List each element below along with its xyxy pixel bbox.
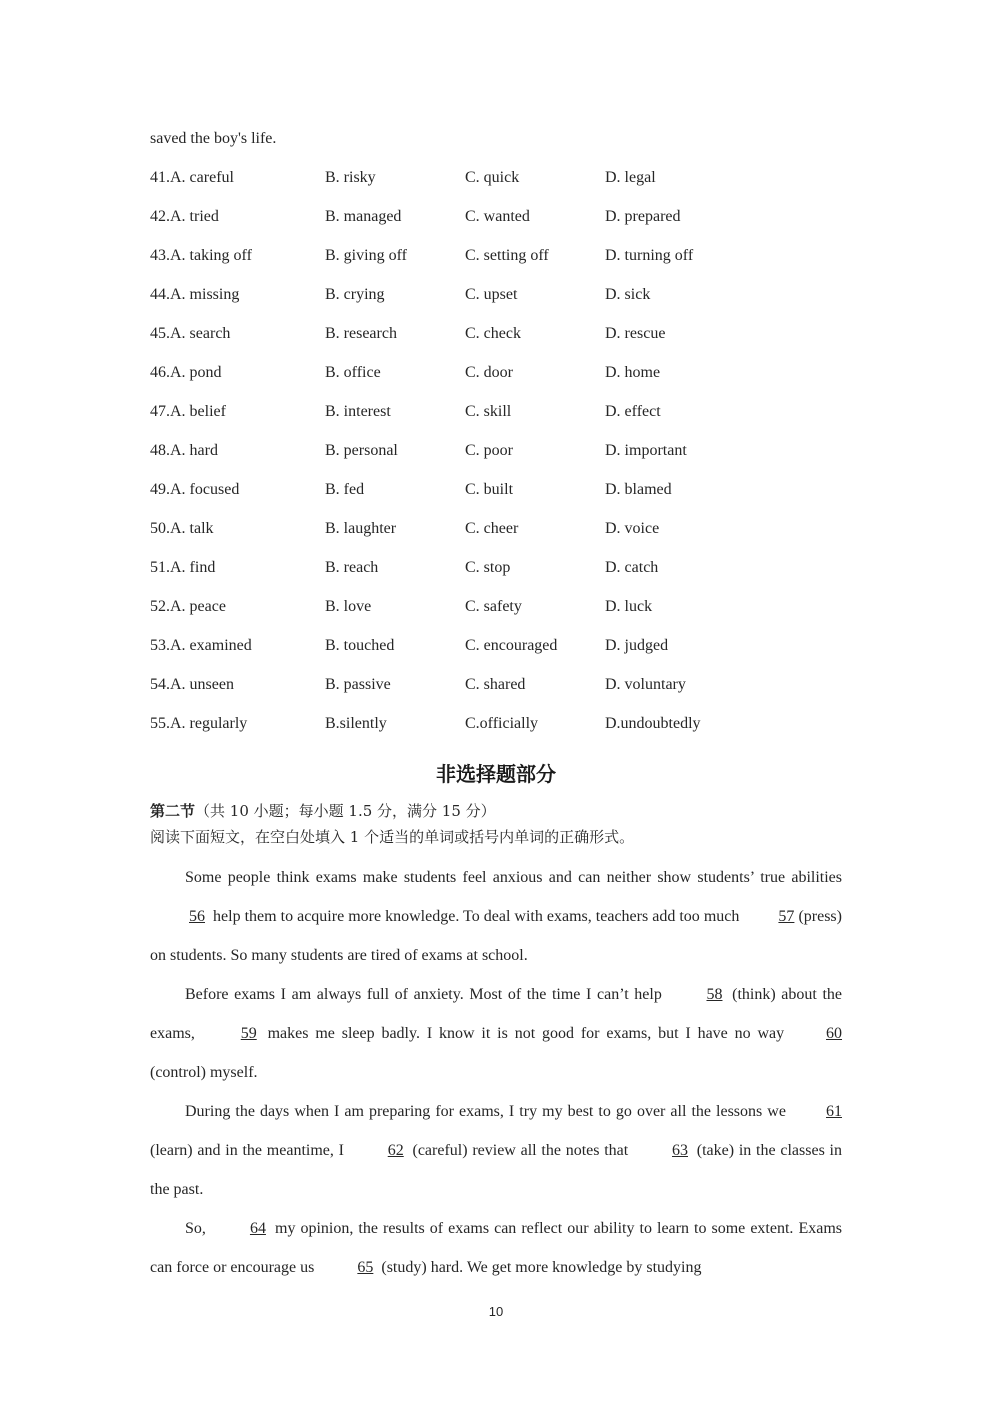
blank-61: 61: [826, 1103, 842, 1120]
option-row: [150, 364, 850, 403]
option-c: C. door: [465, 364, 513, 381]
option-b: B. laughter: [325, 520, 397, 537]
option-a: 42.A. tried: [150, 208, 219, 225]
option-row: [150, 559, 850, 598]
passage-text: (control) myself.: [150, 1064, 258, 1081]
option-a: 47.A. belief: [150, 403, 226, 420]
option-d: D. prepared: [605, 208, 681, 225]
option-row: [150, 637, 850, 676]
option-b: B. research: [325, 325, 397, 342]
option-b: B. interest: [325, 403, 391, 420]
option-b: B. passive: [325, 676, 391, 693]
option-c: C. check: [465, 325, 521, 342]
option-c: C. quick: [465, 169, 520, 186]
passage-paragraph: [150, 1209, 842, 1287]
passage-text: my opinion, the results of exams can reflect our ability to learn to some extent. Exams can force or encourage us: [150, 1220, 843, 1276]
option-row: [150, 208, 850, 247]
option-d: D. rescue: [605, 325, 666, 342]
blank-64: 64: [249, 1220, 266, 1237]
option-a: 52.A. peace: [150, 598, 226, 615]
passage-text: makes me sleep badly. I know it is not good for exams, but I have no way: [260, 1025, 792, 1042]
option-d: D. blamed: [605, 481, 672, 498]
option-c: C. setting off: [465, 247, 549, 264]
option-c: C. cheer: [465, 520, 519, 537]
option-c: C.officially: [465, 715, 539, 732]
option-a: 41.A. careful: [150, 169, 234, 186]
option-c: C. shared: [465, 676, 526, 693]
option-a: 50.A. talk: [150, 520, 214, 537]
option-a: 48.A. hard: [150, 442, 218, 459]
option-b: B. risky: [325, 169, 376, 186]
option-a: 51.A. find: [150, 559, 216, 576]
blank-60: 60: [826, 1025, 843, 1042]
option-d: D.undoubtedly: [605, 715, 701, 732]
passage-text: (think) about the exams,: [150, 986, 843, 1042]
option-row: [150, 247, 850, 286]
option-b: B. crying: [325, 286, 385, 303]
option-b: B.silently: [325, 715, 387, 732]
blank-57: 57: [778, 908, 795, 925]
passage-text: (careful) review all the notes that: [407, 1142, 633, 1159]
blank-65: 65: [357, 1259, 374, 1276]
page-number: 10: [488, 1304, 504, 1319]
passage-paragraph: [150, 975, 842, 1092]
option-c: C. skill: [465, 403, 512, 420]
option-a: 54.A. unseen: [150, 676, 234, 693]
option-b: B. personal: [325, 442, 398, 459]
blank-58: 58: [706, 986, 723, 1003]
option-c: C. wanted: [465, 208, 530, 225]
option-b: B. managed: [325, 208, 402, 225]
passage-text: help them to acquire more knowledge. To deal with exams, teachers add too much: [209, 908, 744, 925]
option-row: [150, 715, 850, 754]
passage-text: Before exams I am always full of anxiety. Most of the time I can’t help: [185, 986, 668, 1003]
option-b: B. office: [325, 364, 381, 381]
option-c: C. safety: [465, 598, 522, 615]
option-d: D. important: [605, 442, 687, 459]
option-row: [150, 442, 850, 481]
section-detail: （共 10 小题；每小题 1.5 分，满分 15 分）: [195, 802, 496, 820]
option-row: [150, 403, 850, 442]
option-list: [150, 169, 850, 754]
passage-text: So,: [185, 1220, 211, 1237]
option-d: D. effect: [605, 403, 661, 420]
option-d: D. voice: [605, 520, 660, 537]
option-row: [150, 169, 850, 208]
option-d: D. legal: [605, 169, 656, 186]
option-d: D. voluntary: [605, 676, 686, 693]
option-b: B. reach: [325, 559, 379, 576]
option-d: D. turning off: [605, 247, 694, 264]
option-a: 43.A. taking off: [150, 247, 252, 264]
option-a: 46.A. pond: [150, 364, 222, 381]
option-a: 45.A. search: [150, 325, 231, 342]
option-row: [150, 520, 850, 559]
passage-text: (press) on students. So many students are tired of exams at school.: [150, 908, 842, 964]
option-b: B. love: [325, 598, 372, 615]
section-header: [150, 800, 496, 821]
option-b: B. fed: [325, 481, 365, 498]
option-d: D. sick: [605, 286, 651, 303]
option-c: C. encouraged: [465, 637, 558, 654]
option-d: D. home: [605, 364, 661, 381]
option-row: [150, 325, 850, 364]
option-c: C. stop: [465, 559, 511, 576]
option-a: 55.A. regularly: [150, 715, 248, 732]
reading-passage: [150, 858, 842, 1287]
option-d: D. luck: [605, 598, 653, 615]
passage-paragraph: [150, 1092, 842, 1209]
blank-63: 63: [672, 1142, 688, 1159]
option-c: C. poor: [465, 442, 513, 459]
option-b: B. giving off: [325, 247, 407, 264]
passage-paragraph: [150, 858, 842, 975]
option-a: 53.A. examined: [150, 637, 252, 654]
passage-text: (take) in the classes in the past.: [150, 1142, 842, 1198]
option-row: [150, 481, 850, 520]
intro-text: saved the boy's life.: [150, 130, 277, 147]
passage-text: (study) hard. We get more knowledge by studying: [377, 1259, 702, 1276]
passage-text: (learn) and in the meantime, I: [150, 1142, 349, 1159]
section-title: 非选择题部分: [436, 762, 556, 786]
option-row: [150, 286, 850, 325]
section-label: 第二节: [150, 802, 196, 820]
option-row: [150, 598, 850, 637]
option-d: D. catch: [605, 559, 659, 576]
instruction-text: 阅读下面短文，在空白处填入 1 个适当的单词或括号内单词的正确形式。: [150, 828, 635, 846]
blank-59: 59: [240, 1025, 257, 1042]
option-a: 49.A. focused: [150, 481, 240, 498]
blank-56: 56: [189, 908, 205, 925]
option-a: 44.A. missing: [150, 286, 240, 303]
passage-text: Some people think exams make students feel anxious and can neither show students’ true abilities: [185, 869, 842, 886]
passage-text: During the days when I am preparing for exams, I try my best to go over all the lessons we: [185, 1103, 791, 1120]
option-d: D. judged: [605, 637, 669, 654]
option-b: B. touched: [325, 637, 395, 654]
option-c: C. upset: [465, 286, 518, 303]
option-row: [150, 676, 850, 715]
option-c: C. built: [465, 481, 514, 498]
blank-62: 62: [387, 1142, 404, 1159]
